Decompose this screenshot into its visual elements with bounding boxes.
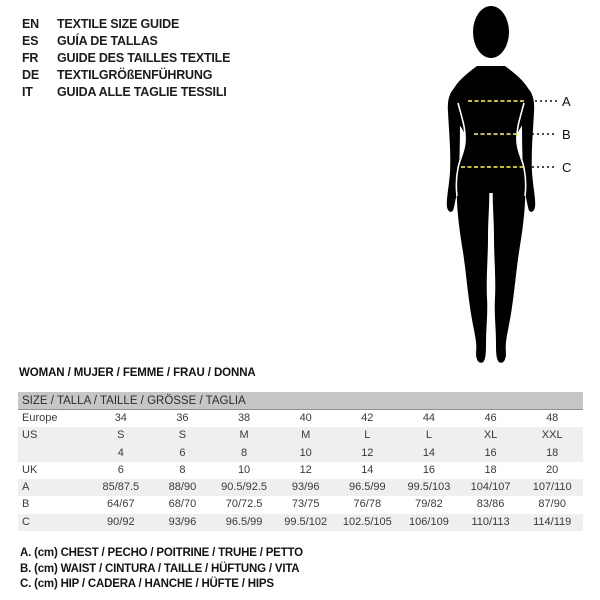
size-value: 114/119 xyxy=(533,515,572,528)
size-value: L xyxy=(364,429,371,442)
size-value: 104/107 xyxy=(470,481,511,494)
size-value: 99.5/102 xyxy=(284,515,328,528)
legend-line: A. (cm) CHEST / PECHO / POITRINE / TRUHE / PETTO xyxy=(20,547,303,559)
size-value: 10 xyxy=(299,446,312,459)
language-title: GUIDA ALLE TAGLIE TESSILI xyxy=(57,85,227,99)
language-code: EN xyxy=(22,17,39,31)
size-value: S xyxy=(117,429,125,442)
size-value: 36 xyxy=(176,412,189,424)
language-code: ES xyxy=(22,34,39,48)
chest-label: A xyxy=(562,94,571,109)
size-value: 106/109 xyxy=(409,515,449,528)
size-value: 96.5/99 xyxy=(225,515,263,528)
size-value: 87/90 xyxy=(538,498,566,511)
language-title: TEXTILE SIZE GUIDE xyxy=(57,17,180,31)
silhouette-right-leg xyxy=(493,185,525,363)
language-code: FR xyxy=(22,51,39,65)
size-value: 70/72.5 xyxy=(225,498,263,511)
size-value: 6 xyxy=(117,463,124,476)
size-value: XXL xyxy=(541,429,563,442)
size-value: 16 xyxy=(422,463,436,476)
size-value: 38 xyxy=(237,412,251,424)
legend-line: B. (cm) WAIST / CINTURA / TAILLE / HÜFTUNG / VITA xyxy=(20,562,300,575)
size-table-body xyxy=(18,410,583,531)
size-value: 44 xyxy=(422,412,436,424)
size-value: 83/86 xyxy=(476,498,505,511)
size-value: 85/87.5 xyxy=(102,481,140,494)
size-table-header: SIZE / TALLA / TAILLE / GRÖSSE / TAGLIA xyxy=(18,392,583,410)
row-label: B xyxy=(22,498,30,511)
row-label xyxy=(18,445,90,462)
size-value: 34 xyxy=(114,412,127,424)
language-line xyxy=(22,84,230,101)
size-value: 16 xyxy=(484,446,497,459)
legend-line: C. (cm) HIP / CADERA / HANCHE / HÜFTE / HIPS xyxy=(20,578,274,591)
size-value: 68/70 xyxy=(168,498,197,511)
size-value: 73/75 xyxy=(291,498,320,511)
language-line xyxy=(22,16,230,33)
size-value: 76/78 xyxy=(353,498,382,511)
size-value: 14 xyxy=(361,463,374,476)
size-value: 6 xyxy=(179,446,186,459)
table-row xyxy=(18,514,583,531)
language-line xyxy=(22,33,230,50)
table-row xyxy=(18,445,583,462)
size-value: 18 xyxy=(546,446,559,459)
size-value: 20 xyxy=(546,463,559,476)
row-label: A xyxy=(22,481,30,494)
size-value: 42 xyxy=(361,412,374,424)
language-code: IT xyxy=(22,85,33,99)
language-title: GUIDE DES TAILLES TEXTILE xyxy=(57,51,231,65)
language-title: TEXTILGRÖßENFÜHRUNG xyxy=(57,68,213,82)
size-value: L xyxy=(425,429,432,442)
size-value: M xyxy=(239,429,249,442)
size-value: 110/113 xyxy=(471,515,510,528)
language-code: DE xyxy=(22,68,39,82)
size-value: 96.5/99 xyxy=(348,481,386,494)
size-value: 79/82 xyxy=(415,498,443,511)
row-label: UK xyxy=(22,463,38,476)
row-label: C xyxy=(22,515,30,528)
size-value: S xyxy=(178,429,187,442)
size-table xyxy=(18,392,583,531)
size-value: 4 xyxy=(117,446,124,459)
row-label: Europe xyxy=(22,412,58,424)
language-title-block xyxy=(22,16,230,101)
language-line xyxy=(22,50,230,67)
size-value: 40 xyxy=(299,412,312,424)
measurement-legend xyxy=(20,546,303,593)
section-title-woman: WOMAN / MUJER / FEMME / FRAU / DONNA xyxy=(19,367,256,379)
size-value: 93/96 xyxy=(291,481,320,494)
size-value: 107/110 xyxy=(532,481,572,494)
size-value: 46 xyxy=(484,412,497,424)
silhouette-left-leg xyxy=(457,185,489,363)
language-title: GUÍA DE TALLAS xyxy=(57,34,158,48)
size-value: 8 xyxy=(179,463,186,476)
table-row xyxy=(18,496,583,513)
table-row xyxy=(18,410,583,427)
table-row xyxy=(18,462,583,479)
size-value: 12 xyxy=(299,463,312,476)
size-value: 93/96 xyxy=(168,515,197,528)
woman-silhouette-figure xyxy=(410,0,600,375)
silhouette-svg xyxy=(410,0,600,375)
size-value: 48 xyxy=(546,412,559,424)
size-value: 102.5/105 xyxy=(342,515,392,528)
waist-label: B xyxy=(562,127,571,142)
size-value: 14 xyxy=(422,446,436,459)
language-line xyxy=(22,67,230,84)
table-row xyxy=(18,427,583,444)
hip-label: C xyxy=(562,160,572,175)
size-value: 10 xyxy=(237,463,251,476)
size-value: 64/67 xyxy=(107,498,135,511)
size-value: 99.5/103 xyxy=(407,481,451,494)
size-value: 90/92 xyxy=(107,515,135,528)
size-value: 90.5/92.5 xyxy=(221,481,267,494)
size-value: 88/90 xyxy=(168,481,197,494)
size-value: XL xyxy=(483,429,498,442)
silhouette-head xyxy=(473,6,509,58)
size-value: 8 xyxy=(241,446,248,459)
size-value: 18 xyxy=(484,463,497,476)
table-row xyxy=(18,479,583,496)
size-value: M xyxy=(301,429,311,442)
row-label: US xyxy=(22,429,38,442)
size-value: 12 xyxy=(361,446,374,459)
